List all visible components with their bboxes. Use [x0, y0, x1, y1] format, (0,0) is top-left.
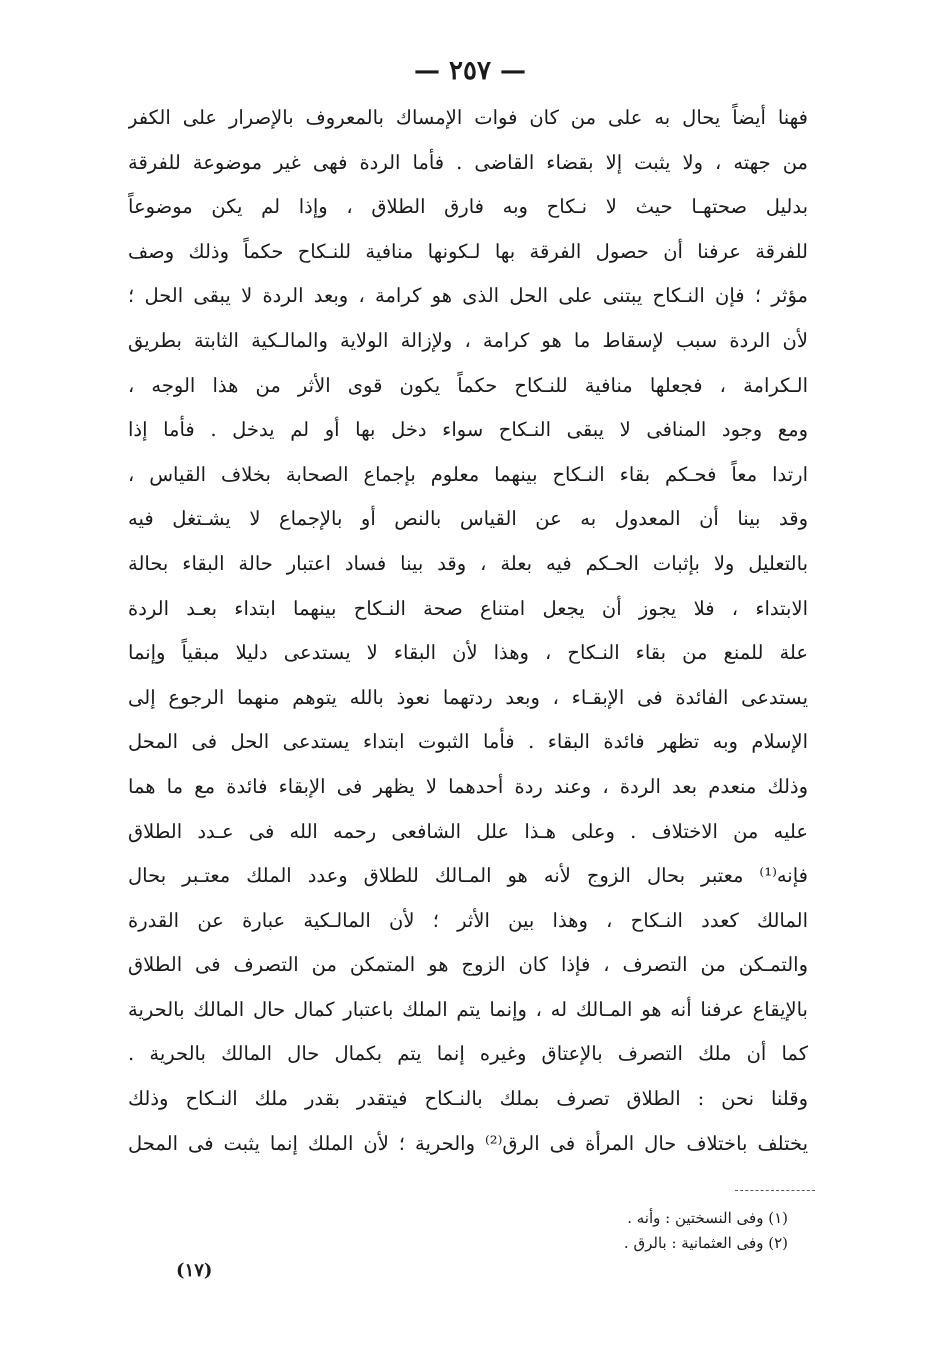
- text-line: بالإيقاع عرفنا أنه هو المـالك له ، وإنما يتم الملك باعتبار كمال حال المالك بالحرية: [128, 997, 808, 1021]
- text-line: الـكرامة ، فجعلها منافية للنـكاح حكماً يكون قوى الأثر من هذا الوجه ،: [128, 373, 808, 397]
- footnote-1: (١) وفى النسختين : وأنه .: [627, 1209, 788, 1227]
- body-text: [128, 96, 808, 1166]
- footnote-2: (٢) وفى العثمانية : بالرق .: [623, 1234, 788, 1252]
- text-line: المالك كعدد النـكاح ، وهذا بين الأثر ؛ لأن المالـكية عبارة عن القدرة: [128, 908, 808, 932]
- text-line: وقد بينا أن المعدول به عن القياس بالنص أو بالإجماع لا يشـتغل فيه: [128, 507, 808, 531]
- text-line: من جهته ، ولا يثبت إلا بقضاء القاضى . فأما الردة فهى غير موضوعة للفرقة: [128, 150, 808, 174]
- page-number: — ٢٥٧ —: [413, 56, 527, 86]
- text-line: لأن الردة سبب لإسقاط ما هو كرامة ، ولإزالة الولاية والمالـكية الثابتة بطريق: [128, 328, 808, 352]
- text-line: فإنه⁽¹⁾ معتبر بحال الزوج لأنه هو المـالك للطلاق وعدد الملك معتـبر بحال: [128, 864, 808, 888]
- text-line: ومع وجود المنافى لا يبقى النـكاح سواء دخل بها أو لم يدخل . فأما إذا: [128, 418, 808, 442]
- footnote-separator: [735, 1190, 815, 1191]
- text-line: وذلك منعدم بعد الردة ، وعند ردة أحدهما لا يظهر فى الإبقاء فائدة مع ما هما: [128, 774, 808, 798]
- text-line: فهنا أيضاً يحال به على من كان فوات الإمساك بالمعروف بالإصرار على الكفر: [128, 106, 808, 129]
- text-line: كما أن ملك التصرف بالإعتاق وغيره إنما يتم بكمال حال المالك بالحرية .: [128, 1042, 808, 1066]
- text-line: الإسلام وبه تظهر فائدة البقاء . فأما الثبوت ابتداء يستدعى الحل فى المحل: [128, 730, 808, 754]
- text-line: الابتداء ، فلا يجوز أن يجعل امتناع صحة النـكاح بينهما ابتداء بعـد الردة: [128, 596, 808, 620]
- text-line: مؤثر ؛ فإن النـكاح يبتنى على الحل الذى هو كرامة ، وبعد الردة لا يبقى الحل ؛: [128, 284, 808, 308]
- text-line: بدليل صحتهـا حيث لا نـكاح وبه فارق الطلاق ، وإذا لم يكن موضوعاً: [128, 195, 808, 219]
- text-line: وقلنا نحن : الطلاق تصرف بملك بالنـكاح فيتقدر بقدر ملك النـكاح وذلك: [128, 1087, 808, 1111]
- text-line: يختلف باختلاف حال المرأة فى الرق⁽²⁾ والحرية ؛ لأن الملك إنما يثبت فى المحل: [128, 1131, 808, 1155]
- text-line: بالتعليل ولا بإثبات الحـكم فيه بعلة ، وقد بينا فساد اعتبار حالة البقاء بحالة: [128, 551, 808, 575]
- text-line: ارتدا معاً فحـكم بقاء النـكاح بينهما معلوم بإجماع الصحابة بخلاف القياس ،: [128, 462, 808, 486]
- text-line: للفرقة عرفنا أن حصول الفرقة بها لـكونها منافية للنـكاح حكماً وذلك وصف: [128, 239, 808, 263]
- footnotes: [488, 1206, 788, 1256]
- text-line: عليه من الاختلاف . وعلى هـذا علل الشافعى رحمه الله فى عـدد الطلاق: [128, 819, 808, 843]
- text-line: علة للمنع من بقاء النـكاح ، وهذا لأن البقاء لا يستدعى دليلا مبقياً وإنما: [128, 641, 808, 665]
- text-line: يستدعى الفائدة فى الإبقـاء ، وبعد ردتهما نعوذ بالله يتوهم منهما الرجوع إلى: [128, 685, 808, 709]
- signature-mark: (١٧): [176, 1260, 213, 1281]
- text-line: والتمـكن من التصرف ، فإذا كان الزوج هو المتمكن من التصرف فى الطلاق: [128, 953, 808, 977]
